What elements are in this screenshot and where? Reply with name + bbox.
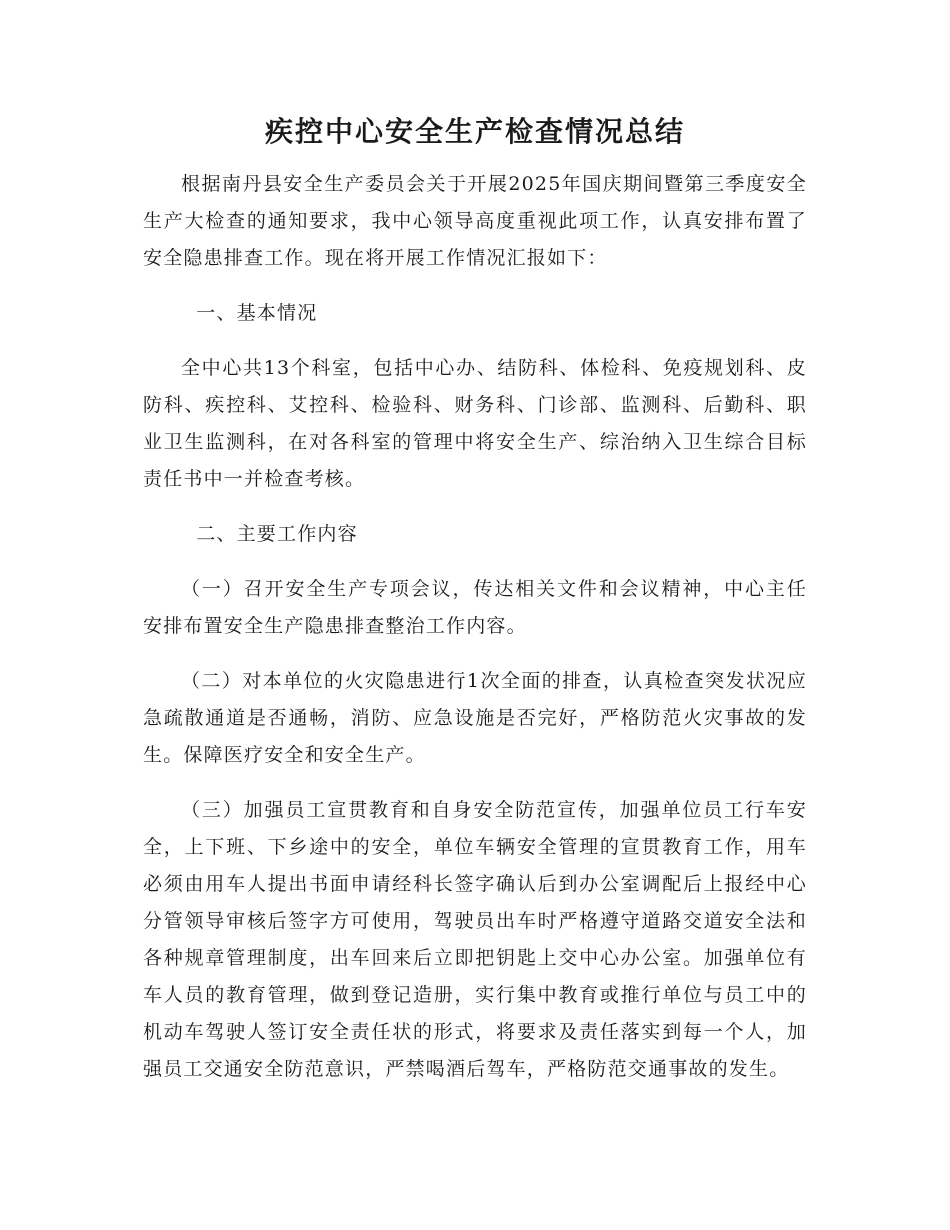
section-heading-main-work: 二、主要工作内容 — [196, 523, 358, 545]
work-item-2: （二）对本单位的火灾隐患进行1次全面的排查，认真检查突发状况应急疏散通道是否通畅，消防、应急设施是否完好，严格防范火灾事故的发生。保障医疗安全和安全生产。 — [143, 670, 807, 766]
document-title: 疾控中心安全生产检查情况总结 — [264, 115, 685, 148]
section-heading-basic: 一、基本情况 — [196, 302, 318, 324]
basic-info-paragraph: 全中心共13个科室，包括中心办、结防科、体检科、免疫规划科、皮防科、疾控科、艾控科、检验科、财务科、门诊部、监测科、后勤科、职业卫生监测科，在对各科室的管理中将安全生产、综治纳入卫生综合目标责任书中一并检查考核。 — [143, 357, 807, 490]
work-item-3: （三）加强员工宣贯教育和自身安全防范宣传，加强单位员工行车安全，上下班、下乡途中的安全，单位车辆安全管理的宣贯教育工作，用车必须由用车人提出书面申请经科长签字确认后到办公室调配后上报经中心分管领导审核后签字方可使用，驾驶员出车时严格遵守道路交道安全法和各种规章管理制度，出车回来后立即把钥匙上交中心办公室。加强单位有车人员的教育管理，做到登记造册，实行集中教育或推行单位与员工中的机动车驾驶人签订安全责任状的形式，将要求及责任落实到每一个人，加强员工交通安全防范意识，严禁喝酒后驾车，严格防范交通事故的发生。 — [143, 799, 807, 1080]
work-item-1: （一）召开安全生产专项会议，传达相关文件和会议精神，中心主任安排布置安全生产隐患排查整治工作内容。 — [143, 578, 807, 637]
document-body — [143, 166, 807, 1088]
intro-paragraph: 根据南丹县安全生产委员会关于开展2025年国庆期间暨第三季度安全生产大检查的通知要求，我中心领导高度重视此项工作，认真安排布置了安全隐患排查工作。现在将开展工作情况汇报如下： — [143, 173, 807, 269]
